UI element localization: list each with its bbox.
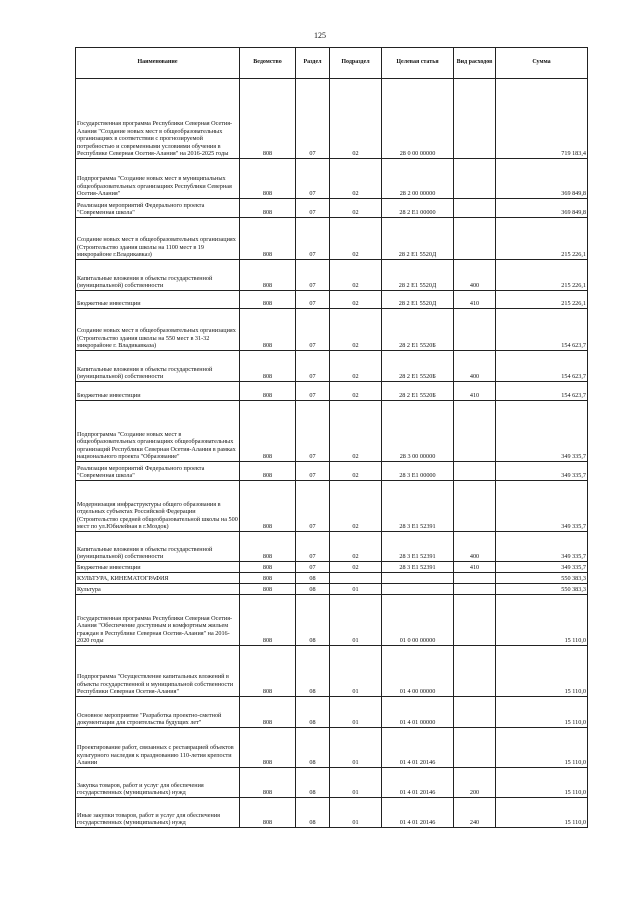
table-row <box>76 481 588 532</box>
cell-name: Подпрограмма "Создание новых мест в муниципальных общеобразовательных организациях Республики Северная Осетия-Алания" <box>76 159 240 199</box>
cell-target-article: 01 4 01 20146 <box>382 798 454 828</box>
table-row <box>76 646 588 697</box>
cell-sum: 15 110,0 <box>496 697 588 728</box>
cell-expense-type <box>454 573 496 584</box>
cell-sum: 550 383,3 <box>496 573 588 584</box>
cell-razdel: 08 <box>296 573 330 584</box>
cell-vedomstvo: 808 <box>240 260 296 291</box>
cell-sum: 15 110,0 <box>496 728 588 768</box>
cell-target-article <box>382 573 454 584</box>
cell-sum: 15 110,0 <box>496 768 588 798</box>
cell-podrazdel <box>330 573 382 584</box>
cell-name: Культура <box>76 584 240 595</box>
cell-name: Государственная программа Республики Северная Осетия-Алания "Обеспечение доступным и комфортным жильем граждан в Республике Северная Осетия-Алания" на 2016-2020 годы <box>76 595 240 646</box>
cell-razdel: 08 <box>296 584 330 595</box>
cell-name: Иные закупки товаров, работ и услуг для обеспечения государственных (муниципальных) нужд <box>76 798 240 828</box>
cell-vedomstvo: 808 <box>240 584 296 595</box>
header-row <box>76 48 588 79</box>
cell-podrazdel: 01 <box>330 728 382 768</box>
header-name: Наименование <box>76 48 240 79</box>
cell-expense-type: 400 <box>454 260 496 291</box>
cell-razdel: 07 <box>296 481 330 532</box>
cell-sum: 349 335,7 <box>496 481 588 532</box>
cell-razdel: 07 <box>296 218 330 260</box>
cell-expense-type <box>454 595 496 646</box>
table-row <box>76 768 588 798</box>
cell-podrazdel: 01 <box>330 584 382 595</box>
cell-razdel: 07 <box>296 291 330 309</box>
cell-podrazdel: 02 <box>330 159 382 199</box>
cell-name: Государственная программа Республики Северная Осетия-Алания "Создание новых мест в общеобразовательных организациях в соответствии с прогнозируемой потребностью и современными условиями обучения в Республике Северная Осетия-Алания" на 2016-2025 годы <box>76 79 240 159</box>
table-row <box>76 382 588 401</box>
cell-target-article: 28 2 E1 5520Д <box>382 260 454 291</box>
cell-sum: 15 110,0 <box>496 646 588 697</box>
cell-expense-type <box>454 159 496 199</box>
cell-razdel: 08 <box>296 728 330 768</box>
cell-sum: 154 623,7 <box>496 351 588 382</box>
cell-podrazdel: 01 <box>330 697 382 728</box>
cell-name: Бюджетные инвестиции <box>76 562 240 573</box>
cell-vedomstvo: 808 <box>240 562 296 573</box>
cell-name: Бюджетные инвестиции <box>76 291 240 309</box>
cell-target-article: 28 3 E1 52391 <box>382 562 454 573</box>
cell-target-article: 28 2 E1 5520Д <box>382 291 454 309</box>
cell-sum: 154 623,7 <box>496 382 588 401</box>
cell-podrazdel: 02 <box>330 218 382 260</box>
table-row <box>76 401 588 462</box>
cell-sum: 369 849,8 <box>496 159 588 199</box>
cell-razdel: 07 <box>296 562 330 573</box>
cell-name: Закупка товаров, работ и услуг для обеспечения государственных (муниципальных) нужд <box>76 768 240 798</box>
cell-expense-type <box>454 481 496 532</box>
cell-name: Подпрограмма "Создание новых мест в общеобразовательных организациях общеобразовательных организаций Республики Северная Осетия-Алания в рамках национального проекта "Образование" <box>76 401 240 462</box>
table-row <box>76 595 588 646</box>
table-row <box>76 218 588 260</box>
cell-vedomstvo: 808 <box>240 532 296 562</box>
cell-target-article: 28 2 E1 5520Б <box>382 351 454 382</box>
cell-target-article: 28 3 E1 52391 <box>382 532 454 562</box>
cell-name: Подпрограмма "Осуществление капитальных вложений в объекты государственной и муниципальной собственности Республики Северная Осетия-Алания" <box>76 646 240 697</box>
table-row <box>76 798 588 828</box>
cell-sum: 719 183,4 <box>496 79 588 159</box>
cell-podrazdel: 01 <box>330 646 382 697</box>
cell-expense-type: 410 <box>454 382 496 401</box>
cell-sum: 349 335,7 <box>496 562 588 573</box>
cell-razdel: 07 <box>296 532 330 562</box>
cell-podrazdel: 02 <box>330 401 382 462</box>
cell-sum: 369 849,8 <box>496 199 588 218</box>
cell-razdel: 08 <box>296 697 330 728</box>
cell-razdel: 08 <box>296 646 330 697</box>
cell-razdel: 07 <box>296 199 330 218</box>
cell-podrazdel: 02 <box>330 532 382 562</box>
cell-name: Создание новых мест в общеобразовательных организациях (Строительство здания школы на 550 мест в 31-32 микрорайоне г. Владикавказа) <box>76 309 240 351</box>
cell-vedomstvo: 808 <box>240 697 296 728</box>
table-row <box>76 199 588 218</box>
cell-expense-type: 200 <box>454 768 496 798</box>
cell-vedomstvo: 808 <box>240 481 296 532</box>
cell-podrazdel: 02 <box>330 351 382 382</box>
cell-sum: 349 335,7 <box>496 462 588 481</box>
header-vedomstvo: Ведомство <box>240 48 296 79</box>
cell-vedomstvo: 808 <box>240 199 296 218</box>
table-row <box>76 351 588 382</box>
table-row <box>76 159 588 199</box>
cell-vedomstvo: 808 <box>240 768 296 798</box>
cell-razdel: 08 <box>296 768 330 798</box>
cell-razdel: 07 <box>296 382 330 401</box>
cell-expense-type: 240 <box>454 798 496 828</box>
cell-expense-type <box>454 462 496 481</box>
cell-sum: 550 383,3 <box>496 584 588 595</box>
cell-razdel: 08 <box>296 595 330 646</box>
cell-razdel: 07 <box>296 159 330 199</box>
cell-podrazdel: 02 <box>330 199 382 218</box>
cell-vedomstvo: 808 <box>240 573 296 584</box>
cell-podrazdel: 01 <box>330 768 382 798</box>
cell-podrazdel: 02 <box>330 481 382 532</box>
cell-target-article: 28 2 E1 00000 <box>382 199 454 218</box>
cell-name: Капитальные вложения в объекты государственной (муниципальной) собственности <box>76 532 240 562</box>
cell-target-article: 28 2 E1 5520Д <box>382 218 454 260</box>
table-row <box>76 79 588 159</box>
cell-vedomstvo: 808 <box>240 351 296 382</box>
cell-expense-type <box>454 309 496 351</box>
cell-expense-type <box>454 401 496 462</box>
cell-name: Создание новых мест в общеобразовательных организациях (Строительство здания школы на 1100 мест в 19 микрорайоне г.Владикавказ) <box>76 218 240 260</box>
cell-razdel: 07 <box>296 401 330 462</box>
cell-expense-type <box>454 199 496 218</box>
cell-expense-type <box>454 218 496 260</box>
cell-vedomstvo: 808 <box>240 291 296 309</box>
table-row <box>76 573 588 584</box>
cell-target-article: 28 0 00 00000 <box>382 79 454 159</box>
header-podrazdel: Подраздел <box>330 48 382 79</box>
cell-target-article: 01 0 00 00000 <box>382 595 454 646</box>
cell-target-article: 28 2 E1 5520Б <box>382 382 454 401</box>
cell-expense-type <box>454 79 496 159</box>
budget-table <box>75 47 588 828</box>
cell-name: Основное мероприятие "Разработка проектно-сметной документации для строительства будущих лет" <box>76 697 240 728</box>
header-razdel: Раздел <box>296 48 330 79</box>
cell-target-article: 28 2 E1 5520Б <box>382 309 454 351</box>
cell-expense-type <box>454 728 496 768</box>
cell-expense-type: 400 <box>454 351 496 382</box>
cell-target-article: 28 3 E1 00000 <box>382 462 454 481</box>
table-row <box>76 728 588 768</box>
cell-name: Проектирование работ, связанных с реставрацией объектов культурного наследия к празднованию 110-летия крепости Алании <box>76 728 240 768</box>
cell-vedomstvo: 808 <box>240 382 296 401</box>
cell-razdel: 07 <box>296 462 330 481</box>
cell-razdel: 08 <box>296 798 330 828</box>
cell-podrazdel: 02 <box>330 309 382 351</box>
header-expense-type: Вид расходов <box>454 48 496 79</box>
cell-podrazdel: 02 <box>330 562 382 573</box>
table-row <box>76 462 588 481</box>
cell-razdel: 07 <box>296 309 330 351</box>
cell-target-article: 28 2 00 00000 <box>382 159 454 199</box>
header-sum: Сумма <box>496 48 588 79</box>
cell-podrazdel: 01 <box>330 595 382 646</box>
cell-target-article: 28 3 00 00000 <box>382 401 454 462</box>
cell-target-article: 01 4 01 00000 <box>382 697 454 728</box>
table-row <box>76 697 588 728</box>
cell-expense-type: 400 <box>454 532 496 562</box>
table-row <box>76 260 588 291</box>
cell-sum: 15 110,0 <box>496 595 588 646</box>
cell-vedomstvo: 808 <box>240 728 296 768</box>
cell-name: Бюджетные инвестиции <box>76 382 240 401</box>
cell-expense-type <box>454 697 496 728</box>
table-row <box>76 584 588 595</box>
cell-podrazdel: 02 <box>330 260 382 291</box>
cell-razdel: 07 <box>296 79 330 159</box>
cell-vedomstvo: 808 <box>240 79 296 159</box>
header-target-article: Целевая статья <box>382 48 454 79</box>
cell-vedomstvo: 808 <box>240 159 296 199</box>
table-row <box>76 309 588 351</box>
cell-name: Капитальные вложения в объекты государственной (муниципальной) собственности <box>76 260 240 291</box>
cell-vedomstvo: 808 <box>240 646 296 697</box>
table-row <box>76 532 588 562</box>
cell-target-article: 01 4 01 20146 <box>382 728 454 768</box>
cell-sum: 215 226,1 <box>496 260 588 291</box>
cell-podrazdel: 02 <box>330 462 382 481</box>
cell-vedomstvo: 808 <box>240 462 296 481</box>
cell-podrazdel: 02 <box>330 382 382 401</box>
cell-expense-type <box>454 584 496 595</box>
cell-sum: 349 335,7 <box>496 532 588 562</box>
cell-target-article: 01 4 01 20146 <box>382 768 454 798</box>
cell-sum: 15 110,0 <box>496 798 588 828</box>
cell-vedomstvo: 808 <box>240 401 296 462</box>
cell-vedomstvo: 808 <box>240 309 296 351</box>
cell-name: Капитальные вложения в объекты государственной (муниципальной) собственности <box>76 351 240 382</box>
cell-podrazdel: 01 <box>330 798 382 828</box>
cell-vedomstvo: 808 <box>240 218 296 260</box>
cell-razdel: 07 <box>296 260 330 291</box>
cell-target-article: 28 3 E1 52391 <box>382 481 454 532</box>
cell-name: Реализация мероприятий Федерального проекта "Современная школа" <box>76 462 240 481</box>
cell-sum: 215 226,1 <box>496 218 588 260</box>
cell-target-article: 01 4 00 00000 <box>382 646 454 697</box>
cell-vedomstvo: 808 <box>240 798 296 828</box>
cell-sum: 215 226,1 <box>496 291 588 309</box>
cell-sum: 349 335,7 <box>496 401 588 462</box>
page-number: 125 <box>314 31 326 40</box>
cell-expense-type: 410 <box>454 562 496 573</box>
table-row <box>76 562 588 573</box>
cell-expense-type <box>454 646 496 697</box>
cell-name: Реализация мероприятий Федерального проекта "Современная школа" <box>76 199 240 218</box>
cell-name: КУЛЬТУРА, КИНЕМАТОГРАФИЯ <box>76 573 240 584</box>
cell-vedomstvo: 808 <box>240 595 296 646</box>
cell-podrazdel: 02 <box>330 79 382 159</box>
cell-podrazdel: 02 <box>330 291 382 309</box>
cell-sum: 154 623,7 <box>496 309 588 351</box>
cell-target-article <box>382 584 454 595</box>
cell-expense-type: 410 <box>454 291 496 309</box>
cell-name: Модернизация инфраструктуры общего образования в отдельных субъектах Российской Федерации (Строительство средней общеобразовательной школы на 500 мест по ул.Юбилейная в г.Моздок) <box>76 481 240 532</box>
cell-razdel: 07 <box>296 351 330 382</box>
table-row <box>76 291 588 309</box>
